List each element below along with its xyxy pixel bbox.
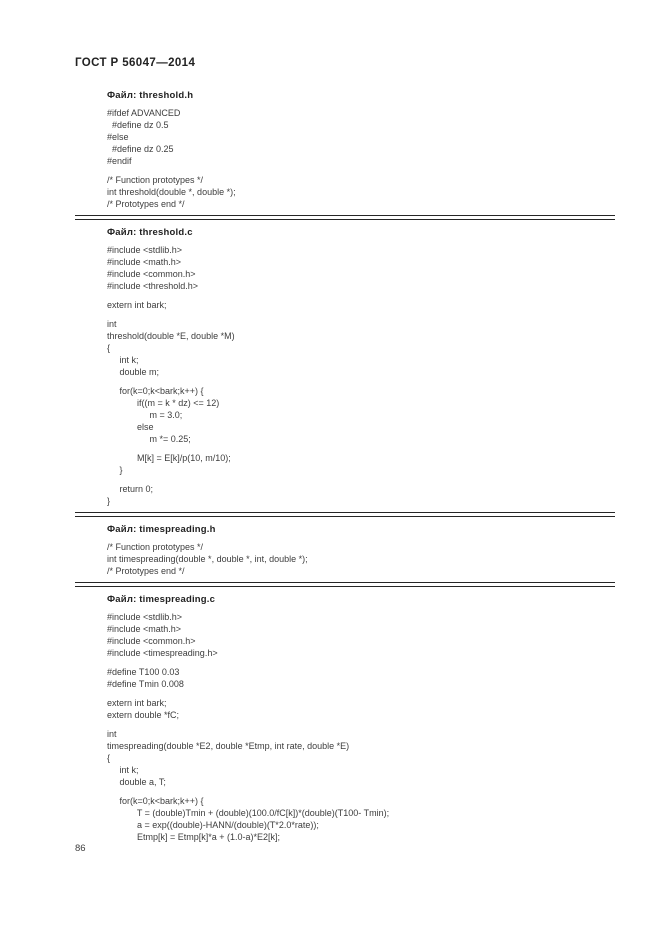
code-line: #include <common.h> (107, 269, 196, 279)
section-divider (75, 512, 615, 517)
code-line: #define Tmin 0.008 (107, 679, 184, 689)
code-line: int threshold(double *, double *); (107, 187, 236, 197)
code-line: extern int bark; (107, 698, 167, 708)
section-divider (75, 215, 615, 220)
code-paragraph (107, 611, 615, 659)
code-line: if((m = k * dz) <= 12) (107, 398, 220, 408)
code-line: return 0; (107, 484, 154, 494)
code-line: #include <math.h> (107, 257, 182, 267)
code-line: threshold(double *E, double *M) (107, 331, 235, 341)
code-line: extern double *fC; (107, 710, 180, 720)
code-paragraph (107, 666, 615, 690)
code-line: #include <stdlib.h> (107, 612, 183, 622)
code-line: #include <timespreading.h> (107, 648, 218, 658)
file-title: Файл: timespreading.h (107, 524, 216, 535)
code-line: double a, T; (107, 777, 166, 787)
code-line: { (107, 343, 111, 353)
code-line: a = exp((double)-HANN/(double)(T*2.0*rate)); (107, 820, 319, 830)
code-line: m *= 0.25; (107, 434, 191, 444)
code-paragraph (107, 318, 615, 378)
code-line: } (107, 465, 123, 475)
code-line: /* Function prototypes */ (107, 542, 204, 552)
code-line: /* Prototypes end */ (107, 199, 185, 209)
file-title: Файл: threshold.h (107, 90, 194, 101)
code-line: for(k=0;k<bark;k++) { (107, 386, 204, 396)
code-line: #define T100 0.03 (107, 667, 180, 677)
code-paragraph (107, 385, 615, 445)
code-line: int timespreading(double *, double *, int, double *); (107, 554, 308, 564)
file-title: Файл: threshold.c (107, 227, 193, 238)
code-line: m = 3.0; (107, 410, 183, 420)
code-line: #ifdef ADVANCED (107, 108, 181, 118)
code-paragraph (107, 107, 615, 167)
code-line: /* Prototypes end */ (107, 566, 185, 576)
code-line: int (107, 319, 117, 329)
code-paragraph (107, 697, 615, 721)
code-line: int (107, 729, 117, 739)
code-section (75, 227, 615, 507)
code-line: else (107, 422, 154, 432)
code-section (75, 524, 615, 577)
code-line: int k; (107, 355, 139, 365)
section-divider (75, 582, 615, 587)
code-line: T = (double)Tmin + (double)(100.0/fC[k])*(double)(T100- Tmin); (107, 808, 390, 818)
code-line: /* Function prototypes */ (107, 175, 204, 185)
code-paragraph (107, 174, 615, 210)
code-line: #endif (107, 156, 132, 166)
standard-number-header: ГОСТ Р 56047—2014 (75, 57, 196, 69)
code-line: #include <math.h> (107, 624, 182, 634)
code-paragraph (107, 541, 615, 577)
code-line: #include <common.h> (107, 636, 196, 646)
code-paragraph (107, 244, 615, 292)
code-line: #define dz 0.5 (107, 120, 169, 130)
file-title: Файл: timespreading.c (107, 594, 216, 605)
code-section (75, 594, 615, 843)
code-paragraph (107, 795, 615, 843)
code-line: #else (107, 132, 129, 142)
code-line: timespreading(double *E2, double *Etmp, int rate, double *E) (107, 741, 350, 751)
code-line: extern int bark; (107, 300, 167, 310)
code-paragraph (107, 299, 615, 311)
code-line: #define dz 0.25 (107, 144, 174, 154)
page-number: 86 (75, 843, 86, 854)
code-section (75, 90, 615, 210)
code-line: { (107, 753, 111, 763)
code-line: double m; (107, 367, 160, 377)
code-paragraph (107, 483, 615, 507)
code-paragraph (107, 452, 615, 476)
code-line: } (107, 496, 111, 506)
code-line: M[k] = E[k]/p(10, m/10); (107, 453, 231, 463)
code-paragraph (107, 728, 615, 788)
code-listings-container (75, 90, 615, 843)
code-line: for(k=0;k<bark;k++) { (107, 796, 204, 806)
code-line: int k; (107, 765, 139, 775)
code-line: #include <stdlib.h> (107, 245, 183, 255)
code-line: #include <threshold.h> (107, 281, 199, 291)
code-line: Etmp[k] = Etmp[k]*a + (1.0-a)*E2[k]; (107, 832, 281, 842)
